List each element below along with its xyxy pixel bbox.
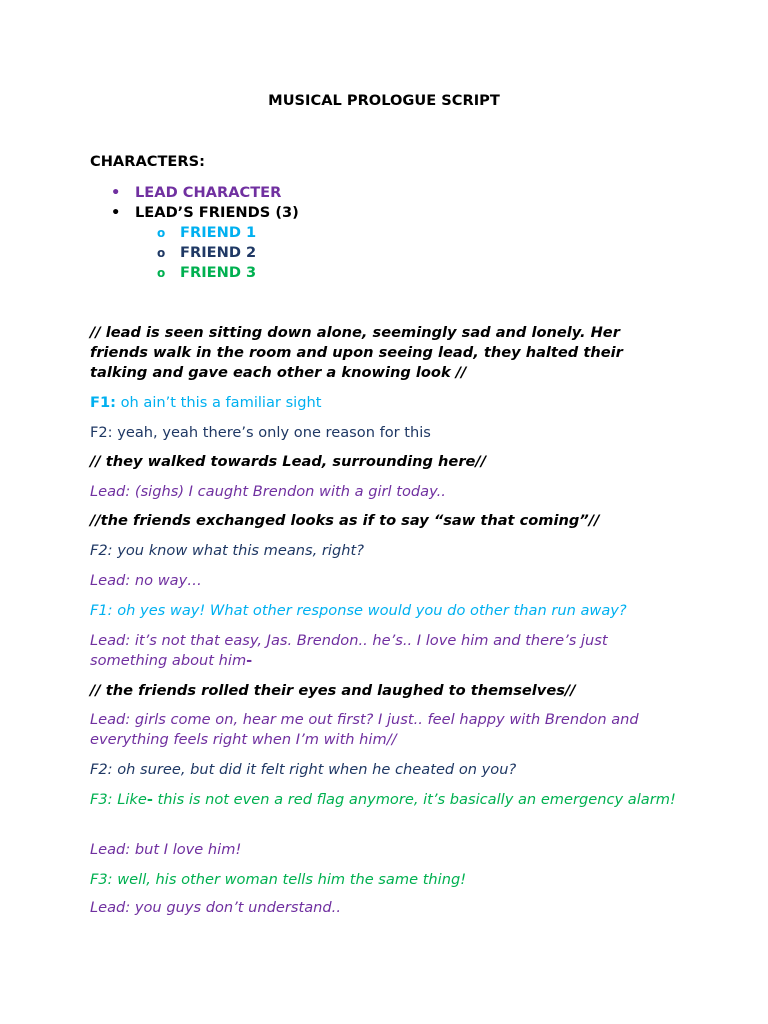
dialogue-line-lead-not-easy <box>90 631 680 671</box>
stage-direction-exchanged-looks: //the friends exchanged looks as if to say “saw that coming”// <box>90 512 600 529</box>
dialogue-line-f1-yes-way: F1: oh yes way! What other response would you do other than run away? <box>90 602 627 619</box>
stage-direction-rolled-eyes: // the friends rolled their eyes and laughed to themselves// <box>90 682 576 699</box>
list-item-lead-character <box>90 183 299 203</box>
dialogue-line-lead-hear-me-out: Lead: girls come on, hear me out first? I just.. feel happy with Brendon and everything feels right when I’m with him// <box>90 711 639 748</box>
document-title: MUSICAL PROLOGUE SCRIPT <box>268 92 500 109</box>
characters-list <box>90 183 299 283</box>
dialogue-line-f1-familiar <box>90 393 680 413</box>
lead-character-label: LEAD CHARACTER <box>135 184 282 201</box>
list-item-leads-friends <box>90 203 299 223</box>
circle-bullet-icon: o <box>157 226 166 240</box>
bullet-icon: • <box>111 184 121 201</box>
circle-bullet-icon: o <box>157 266 166 280</box>
friend-1-label: FRIEND 1 <box>180 224 257 241</box>
dialogue-text: oh ain’t this a familiar sight <box>115 394 322 411</box>
characters-heading: CHARACTERS: <box>90 153 205 170</box>
dialogue-text: Lead: it’s not that easy, Jas. Brendon.. he’s.. I love him and there’s just something about him <box>90 632 608 669</box>
bullet-icon: • <box>111 204 121 221</box>
circle-bullet-icon: o <box>157 246 166 260</box>
dialogue-line-f3-red-flag <box>90 790 680 810</box>
dialogue-line-f2-means: F2: you know what this means, right? <box>90 542 364 559</box>
dialogue-line-f2-cheated: F2: oh suree, but did it felt right when he cheated on you? <box>90 761 517 778</box>
dialogue-line-lead-love-him: Lead: but I love him! <box>90 841 242 858</box>
list-item-friend-1 <box>90 223 299 243</box>
dialogue-line-lead-caught: Lead: (sighs) I caught Brendon with a girl today.. <box>90 483 446 500</box>
dialogue-line-lead-dont-understand: Lead: you guys don’t understand.. <box>90 899 341 916</box>
stage-direction-surrounding: // they walked towards Lead, surrounding here// <box>90 453 487 470</box>
dialogue-line-lead-no-way: Lead: no way… <box>90 572 202 589</box>
stage-direction-opening: // lead is seen sitting down alone, seemingly sad and lonely. Her friends walk in the room and upon seeing lead, they halted their talking and gave each other a knowing look // <box>90 324 623 381</box>
dash-mark: - <box>246 652 253 669</box>
leads-friends-label: LEAD’S FRIENDS (3) <box>135 204 299 221</box>
dialogue-line-f3-other-woman: F3: well, his other woman tells him the same thing! <box>90 871 467 888</box>
dialogue-text: this is not even a red flag anymore, it’s basically an emergency alarm! <box>152 791 676 808</box>
friend-3-label: FRIEND 3 <box>180 264 257 281</box>
speaker-label-f1: F1: <box>90 394 116 411</box>
list-item-friend-2 <box>90 243 299 263</box>
dash-mark: - <box>146 791 153 808</box>
dialogue-text: F3: Like <box>90 791 147 808</box>
list-item-friend-3 <box>90 263 299 283</box>
dialogue-line-f2-reason: F2: yeah, yeah there’s only one reason for this <box>90 424 431 441</box>
friend-2-label: FRIEND 2 <box>180 244 257 261</box>
